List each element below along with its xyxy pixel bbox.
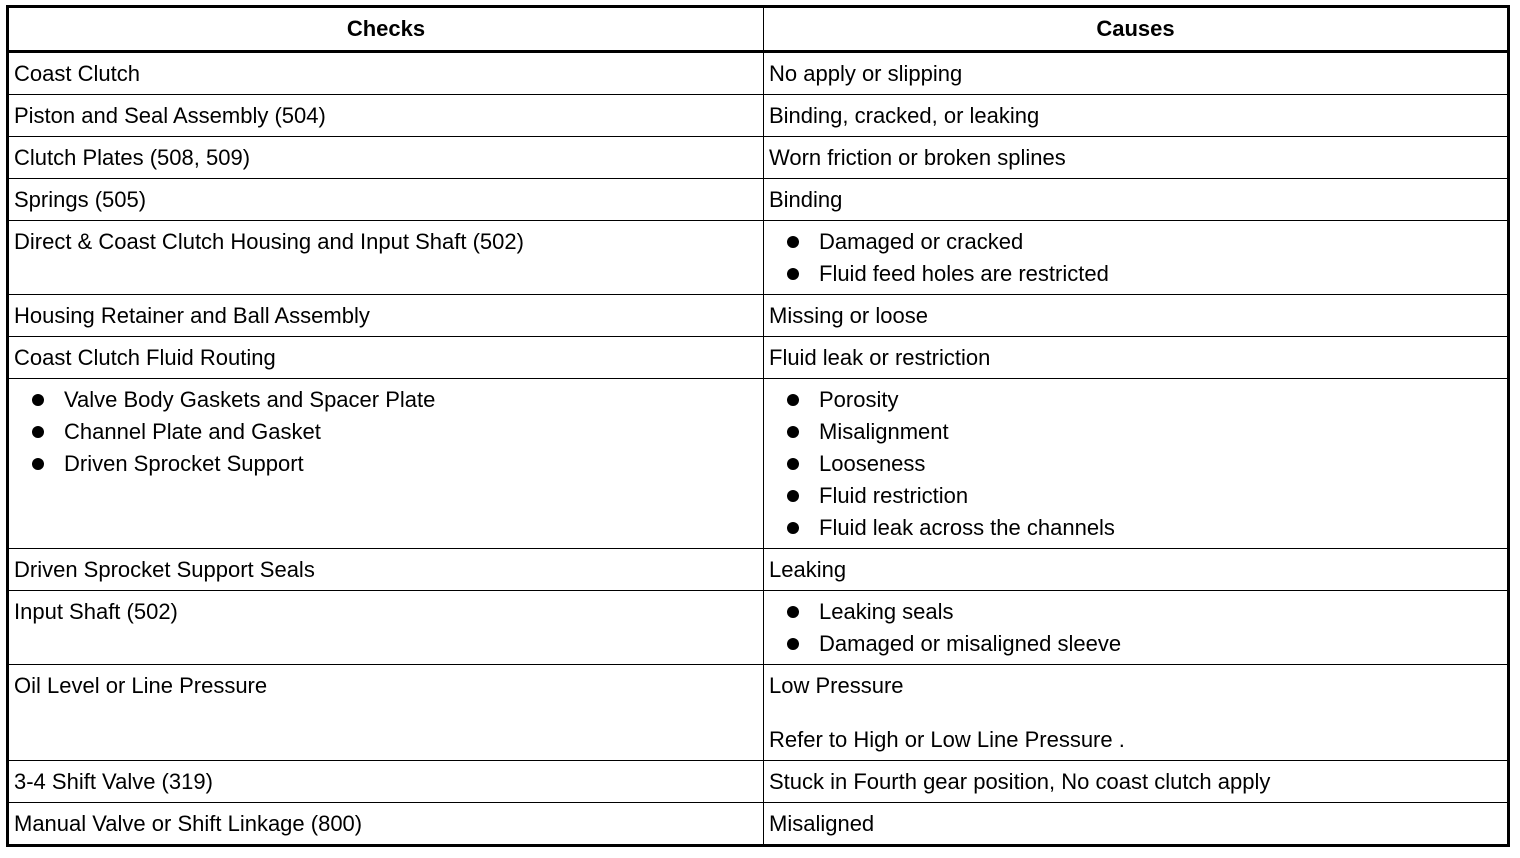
- table-row: [8, 549, 1509, 591]
- cause-cell: Leaking: [764, 549, 1509, 591]
- list-item: Driven Sprocket Support: [14, 448, 763, 480]
- check-cell: [8, 379, 764, 549]
- cause-bullet-list: [769, 384, 1507, 544]
- list-item: Channel Plate and Gasket: [14, 416, 763, 448]
- table-row: [8, 591, 1509, 665]
- list-item: Porosity: [769, 384, 1507, 416]
- check-cell: Manual Valve or Shift Linkage (800): [8, 803, 764, 846]
- check-cell: 3-4 Shift Valve (319): [8, 761, 764, 803]
- check-cell: Clutch Plates (508, 509): [8, 137, 764, 179]
- table-row: [8, 179, 1509, 221]
- check-cell: Input Shaft (502): [8, 591, 764, 665]
- list-item: Damaged or misaligned sleeve: [769, 628, 1507, 660]
- cause-cell: Binding, cracked, or leaking: [764, 95, 1509, 137]
- table-row: [8, 137, 1509, 179]
- check-cell: Coast Clutch: [8, 52, 764, 95]
- cause-cell: [764, 591, 1509, 665]
- cause-cell: Misaligned: [764, 803, 1509, 846]
- header-checks: Checks: [8, 7, 764, 52]
- list-item: Fluid feed holes are restricted: [769, 258, 1507, 290]
- cause-bullet-list: [769, 226, 1507, 290]
- cause-line: Low Pressure: [769, 673, 904, 698]
- list-item: Damaged or cracked: [769, 226, 1507, 258]
- header-row: [8, 7, 1509, 52]
- check-cell: Driven Sprocket Support Seals: [8, 549, 764, 591]
- table-row: [8, 52, 1509, 95]
- table-row: [8, 803, 1509, 846]
- table-row: [8, 337, 1509, 379]
- check-cell: Springs (505): [8, 179, 764, 221]
- cause-cell: No apply or slipping: [764, 52, 1509, 95]
- cause-line: Refer to High or Low Line Pressure .: [769, 727, 1125, 752]
- list-item: Fluid restriction: [769, 480, 1507, 512]
- cause-cell: [764, 379, 1509, 549]
- list-item: Valve Body Gaskets and Spacer Plate: [14, 384, 763, 416]
- cause-cell: Binding: [764, 179, 1509, 221]
- cause-bullet-list: [769, 596, 1507, 660]
- check-cell: Direct & Coast Clutch Housing and Input Shaft (502): [8, 221, 764, 295]
- table-row: [8, 761, 1509, 803]
- cause-cell: Stuck in Fourth gear position, No coast clutch apply: [764, 761, 1509, 803]
- list-item: Misalignment: [769, 416, 1507, 448]
- table-row: [8, 295, 1509, 337]
- header-causes: Causes: [764, 7, 1509, 52]
- check-cell: Coast Clutch Fluid Routing: [8, 337, 764, 379]
- cause-cell: Worn friction or broken splines: [764, 137, 1509, 179]
- table-row: [8, 665, 1509, 761]
- checks-causes-table: [6, 5, 1510, 847]
- paragraph-gap: [769, 702, 1507, 724]
- cause-cell: Fluid leak or restriction: [764, 337, 1509, 379]
- list-item: Looseness: [769, 448, 1507, 480]
- list-item: Fluid leak across the channels: [769, 512, 1507, 544]
- check-cell: Piston and Seal Assembly (504): [8, 95, 764, 137]
- table-row: [8, 221, 1509, 295]
- list-item: Leaking seals: [769, 596, 1507, 628]
- cause-cell: [764, 665, 1509, 761]
- cause-cell: [764, 221, 1509, 295]
- table-row: [8, 95, 1509, 137]
- check-bullet-list: [14, 384, 763, 480]
- check-cell: Oil Level or Line Pressure: [8, 665, 764, 761]
- table-row: [8, 379, 1509, 549]
- check-cell: Housing Retainer and Ball Assembly: [8, 295, 764, 337]
- cause-cell: Missing or loose: [764, 295, 1509, 337]
